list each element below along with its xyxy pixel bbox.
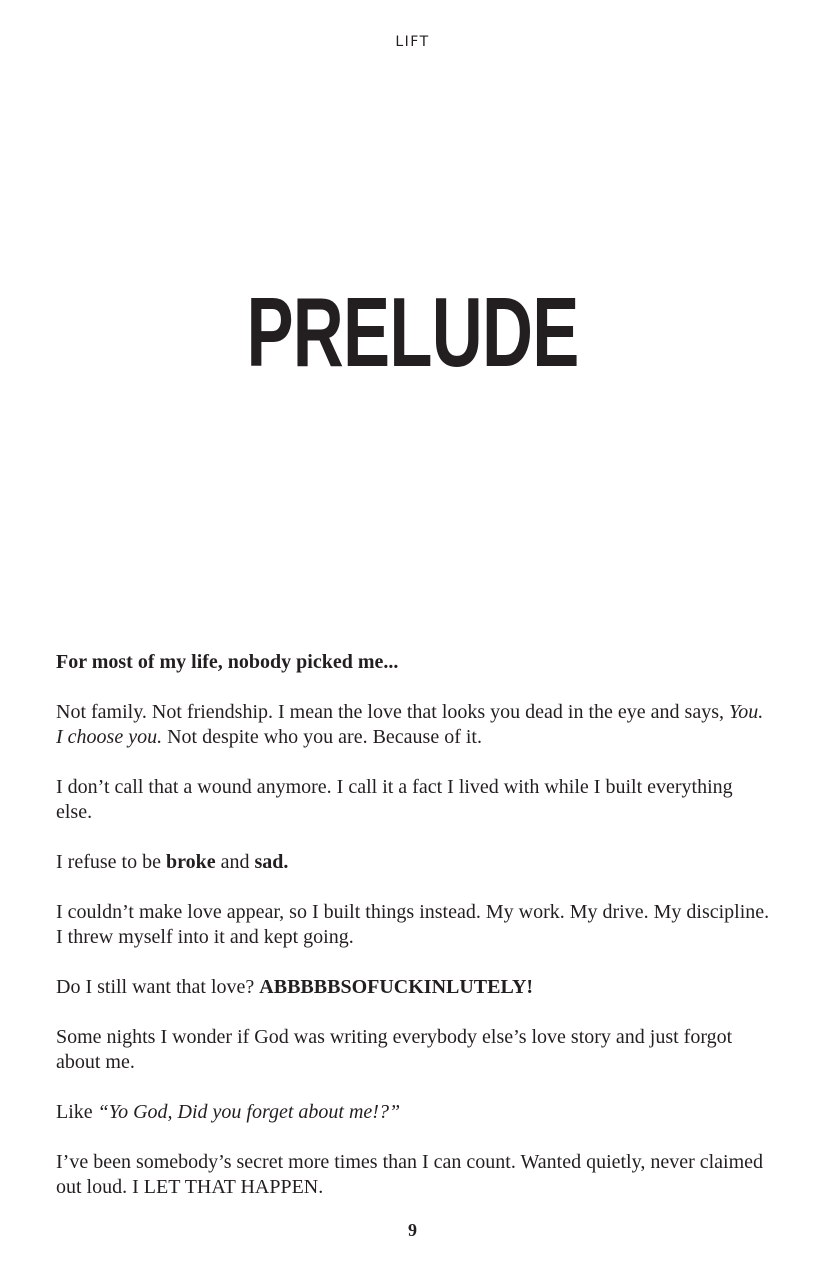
chapter-title: PRELUDE bbox=[246, 277, 579, 387]
paragraph-8-italic-quote: “Yo God, Did you forget about me!?” bbox=[97, 1101, 401, 1123]
running-head: LIFT bbox=[395, 34, 430, 50]
body-text bbox=[56, 650, 772, 1225]
paragraph-4-bold-broke: broke bbox=[165, 851, 216, 873]
paragraph-7: Some nights I wonder if God was writing everybody else’s love story and just forgot about me. bbox=[56, 1026, 733, 1073]
opening-line: For most of my life, nobody picked me... bbox=[56, 651, 399, 673]
paragraph-4-bold-sad: sad. bbox=[254, 851, 289, 873]
paragraph-4-text-c: and bbox=[215, 851, 255, 873]
paragraph-2-text-a: Not family. Not friendship. I mean the love that looks you dead in the eye and says, bbox=[56, 701, 729, 723]
paragraph-2 bbox=[56, 700, 772, 750]
paragraph-9: I’ve been somebody’s secret more times than I can count. Wanted quietly, never claimed out loud. I LET THAT HAPPEN. bbox=[56, 1151, 764, 1198]
paragraph-2-text-c: Not despite who you are. Because of it. bbox=[162, 726, 482, 748]
paragraph-8-text-a: Like bbox=[56, 1101, 98, 1123]
paragraph-1 bbox=[56, 650, 772, 675]
paragraph-8 bbox=[56, 1100, 772, 1125]
paragraph-6 bbox=[56, 975, 772, 1000]
page-number: 9 bbox=[408, 1220, 417, 1240]
paragraph-3: I don’t call that a wound anymore. I call it a fact I lived with while I built everything else. bbox=[56, 776, 733, 823]
paragraph-6-bold: ABBBBBSOFUCKINLUTELY! bbox=[259, 976, 534, 998]
paragraph-6-text-a: Do I still want that love? bbox=[56, 976, 260, 998]
paragraph-4-text-a: I refuse to be bbox=[56, 851, 166, 873]
paragraph-2-italic: You. I choose you. bbox=[56, 701, 764, 748]
paragraph-4 bbox=[56, 850, 772, 875]
paragraph-5: I couldn’t make love appear, so I built things instead. My work. My drive. My discipline. I threw myself into it and kept going. bbox=[56, 901, 770, 948]
